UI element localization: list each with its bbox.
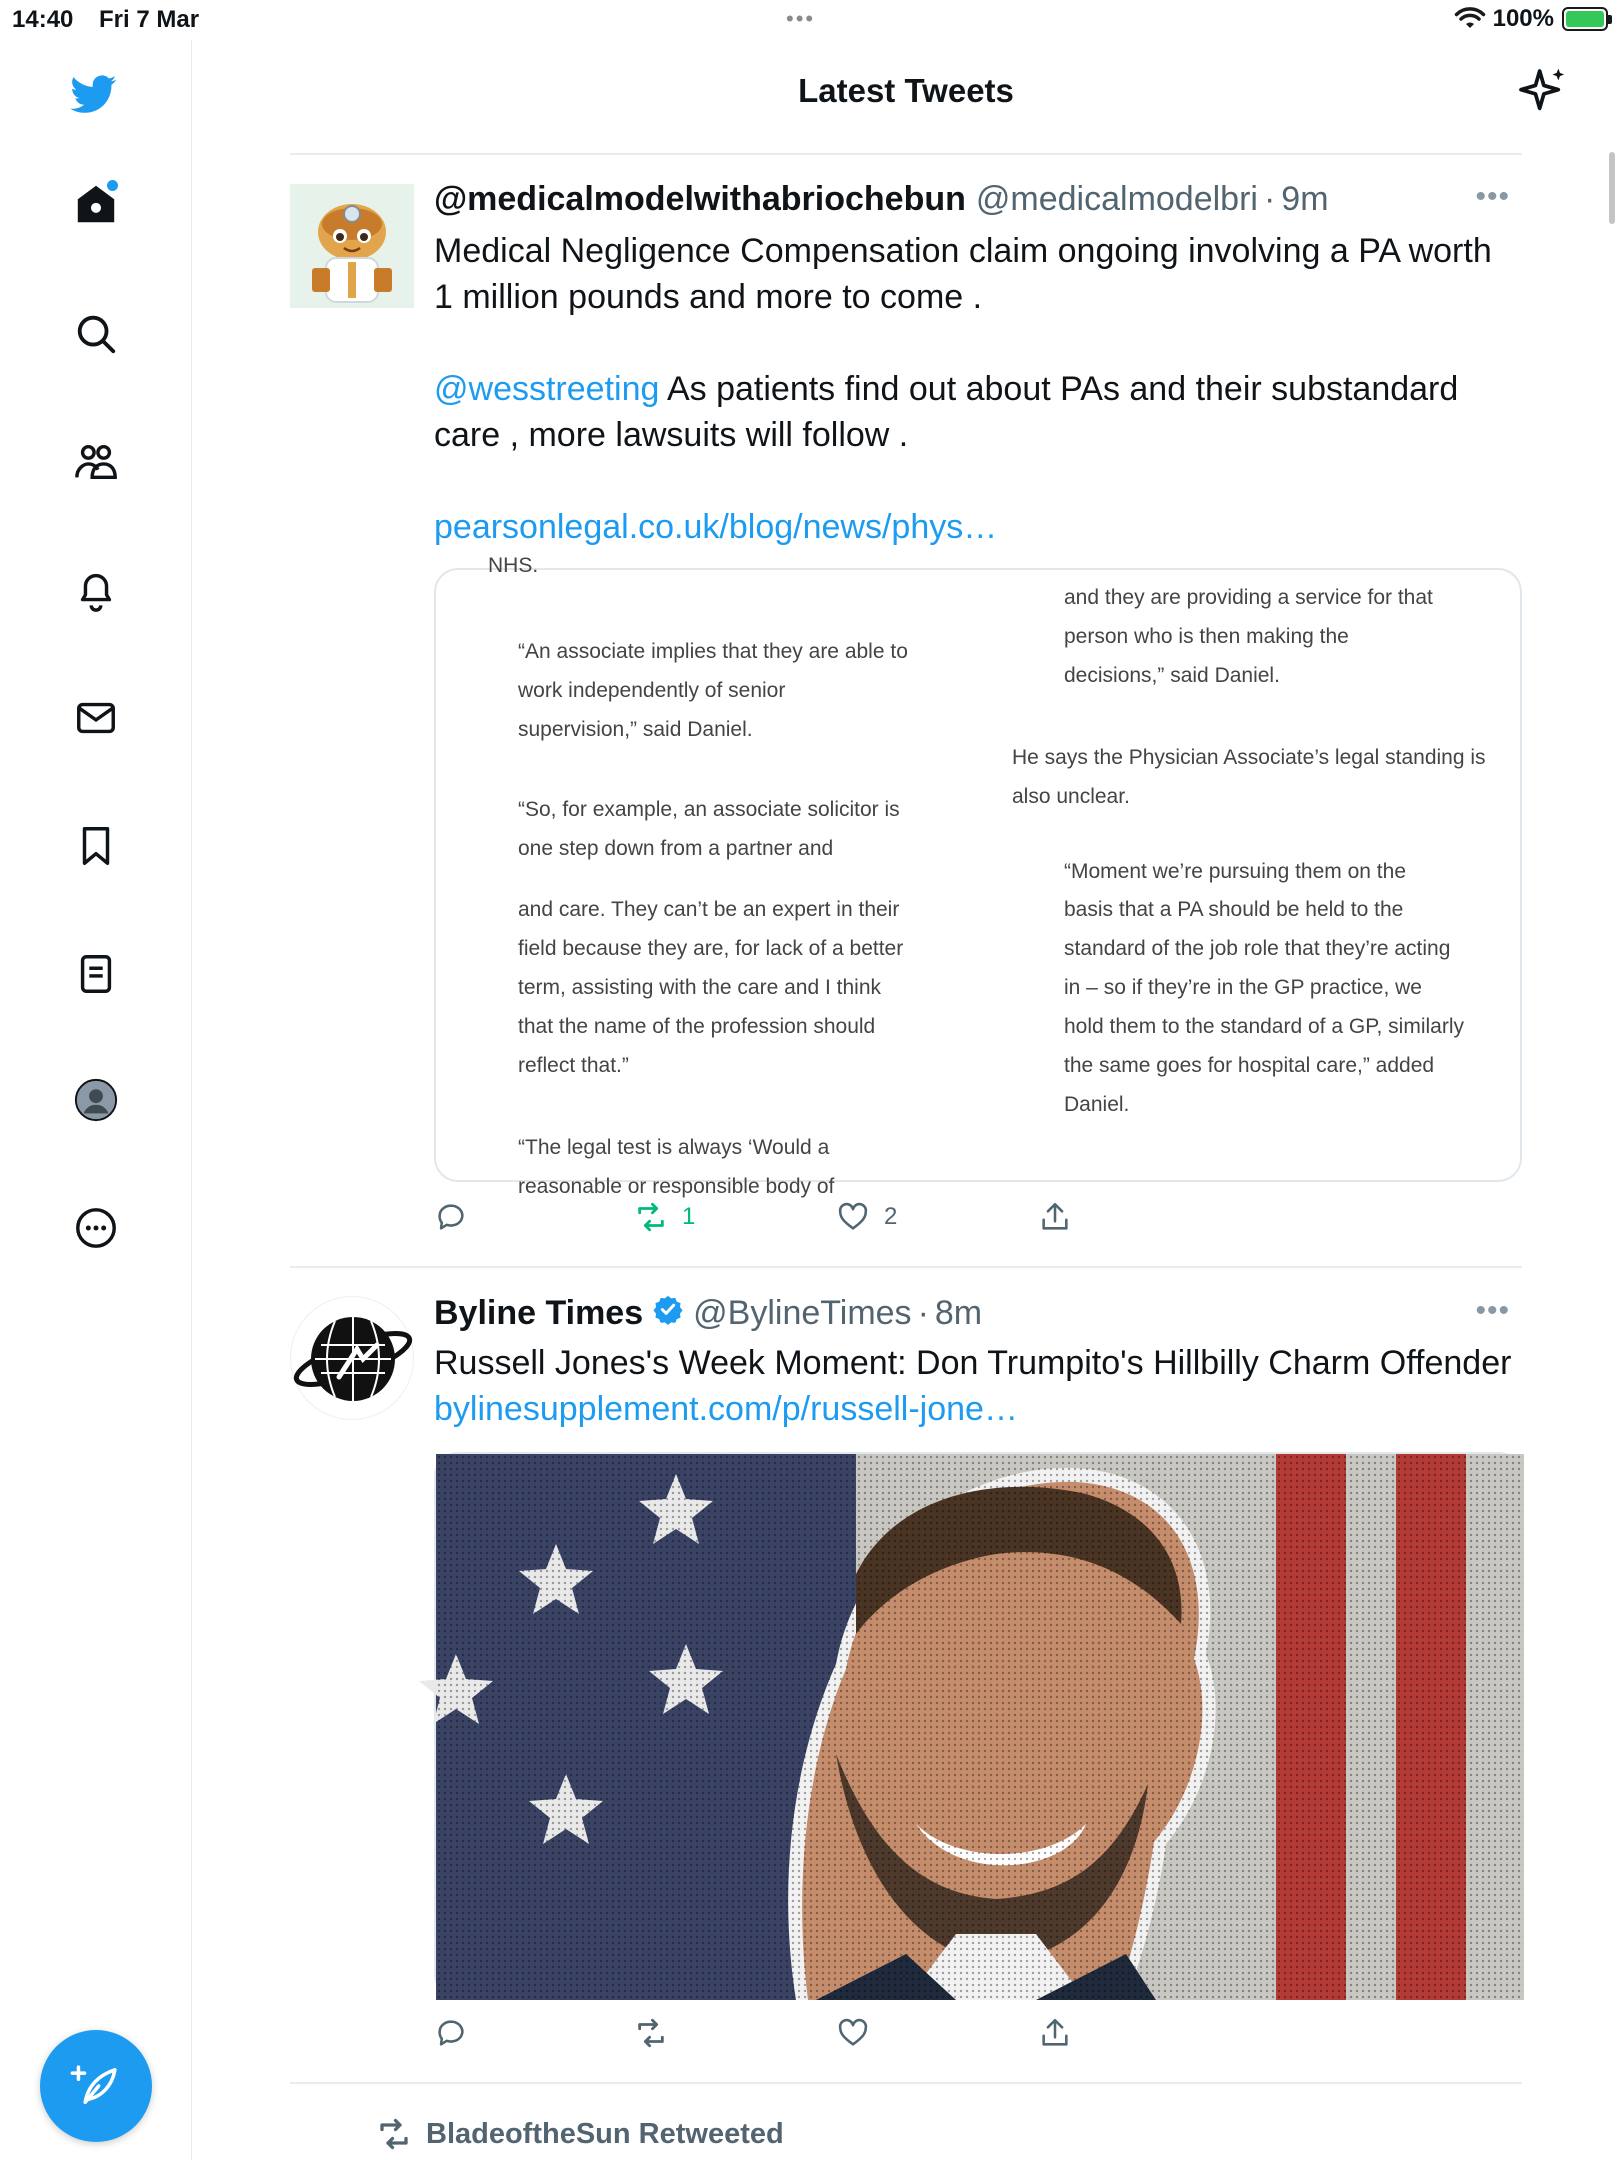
status-time: 14:40: [12, 6, 74, 33]
page-title: Latest Tweets: [798, 72, 1014, 109]
timeline-header: [192, 40, 1620, 154]
nav-messages[interactable]: [70, 692, 122, 744]
tweet-actions: [434, 1200, 1134, 1244]
article-col1-p1: “An associate implies that they are able to work independently of senior supervision,” said Daniel.: [518, 640, 908, 741]
article-col2-p4: basis that a PA should be held to the standard of the job role that they’re acting in – so if they’re in the GP practice, we hold them to the standard of a GP, similarly the same goes for hospital care,” added Daniel.: [1064, 898, 1464, 1116]
tweet-header: [434, 1294, 982, 1338]
tweet-actions: [434, 2016, 1134, 2060]
avatar-icon: [73, 1077, 119, 1123]
tweet-divider: [290, 1266, 1522, 1268]
wifi-icon: [1455, 7, 1485, 31]
tweet-text: [434, 228, 1514, 550]
tweet-image[interactable]: [434, 554, 1522, 1198]
retweet-button[interactable]: [634, 1200, 695, 1234]
retweet-icon: [634, 2016, 668, 2050]
retweet-button[interactable]: [634, 2016, 682, 2050]
nav-home[interactable]: [70, 178, 122, 230]
twitter-logo-icon[interactable]: [68, 68, 120, 120]
separator-dot: ·: [1263, 180, 1276, 218]
battery-percent: 100%: [1492, 5, 1554, 32]
scrollbar[interactable]: [1609, 152, 1615, 224]
header-divider: [290, 153, 1522, 155]
status-date: Fri 7 Mar: [99, 6, 200, 33]
tweet-text-para2-body: As patients find out about PAs and their substandard care , more lawsuits will follow .: [434, 370, 1459, 454]
tweet-link[interactable]: pearsonlegal.co.uk/blog/news/phys…: [434, 508, 998, 546]
tweet[interactable]: [290, 1294, 1522, 2054]
sparkle-icon[interactable]: [1514, 64, 1570, 120]
battery-icon: [1562, 7, 1608, 31]
nav-bookmarks[interactable]: [70, 820, 122, 872]
nav-communities[interactable]: [70, 436, 122, 488]
tweet-time[interactable]: 9m: [1281, 180, 1329, 218]
avatar[interactable]: [290, 184, 414, 308]
tweet-text-body: Russell Jones's Week Moment: Don Trumpito's Hillbilly Charm Offender: [434, 1344, 1512, 1382]
reply-button[interactable]: [434, 2016, 482, 2050]
nav-more[interactable]: [70, 1202, 122, 1254]
nav-lists[interactable]: [70, 948, 122, 1000]
status-bar: [0, 0, 1620, 40]
handle[interactable]: @BylineTimes: [693, 1294, 912, 1332]
list-icon: [73, 951, 119, 997]
retweet-icon: [634, 1200, 668, 1234]
compose-tweet-button[interactable]: [40, 2030, 152, 2142]
article-col2-p1: and they are providing a service for that person who is then making the decisions,” said Daniel.: [1064, 586, 1433, 687]
share-icon: [1038, 1200, 1072, 1234]
share-button[interactable]: [1038, 2016, 1072, 2050]
tweet-text-para1: Medical Negligence Compensation claim ongoing involving a PA worth 1 million pounds and more to come .: [434, 232, 1492, 316]
nav-search[interactable]: [70, 308, 122, 360]
article-col1-p2: “So, for example, an associate solicitor is one step down from a partner and: [518, 798, 900, 860]
envelope-icon: [73, 695, 119, 741]
retweet-icon: [376, 2116, 412, 2152]
tweet-header: [434, 180, 1329, 224]
mention-link[interactable]: @wesstreeting: [434, 370, 660, 408]
tweet-image[interactable]: [434, 1452, 1522, 1998]
article-col2-p2: He says the Physician Associate’s legal standing is also unclear.: [1012, 746, 1486, 808]
tweet-text-para2: [434, 366, 1514, 458]
share-icon: [1038, 2016, 1072, 2050]
more-icon: [73, 1205, 119, 1251]
display-name[interactable]: Byline Times: [434, 1294, 644, 1332]
notification-dot: [107, 180, 118, 191]
heart-icon: [836, 1200, 870, 1234]
reply-icon: [434, 2016, 468, 2050]
article-col2-p3: “Moment we’re pursuing them on the: [1064, 860, 1406, 883]
article-col1-p3: and care. They can’t be an expert in their field because they are, for lack of a better term, assisting with the care and I think that the name of the profession should reflect that.”: [518, 898, 904, 1077]
multitasking-dots-icon[interactable]: •••: [786, 6, 816, 31]
tweet-time[interactable]: 8m: [934, 1294, 983, 1332]
people-icon: [73, 439, 119, 485]
bookmark-icon: [73, 823, 119, 869]
retweet-count: 1: [682, 1203, 696, 1230]
avatar[interactable]: [290, 1296, 414, 1420]
nav-profile[interactable]: [70, 1074, 122, 1126]
heart-icon: [836, 2016, 870, 2050]
share-button[interactable]: [1038, 1200, 1072, 1234]
like-count: 2: [884, 1203, 898, 1230]
tweet-divider: [290, 2082, 1522, 2084]
compose-icon: [69, 2059, 123, 2113]
search-icon: [73, 311, 119, 357]
article-col1-p4: “The legal test is always ‘Would a reasonable or responsible body of: [518, 1136, 835, 1198]
handle[interactable]: @medicalmodelbri: [975, 180, 1258, 218]
sidebar: [0, 40, 192, 2160]
article-col1-top: NHS.: [488, 554, 539, 577]
retweeted-by-label[interactable]: [376, 2116, 784, 2152]
like-button[interactable]: [836, 1200, 897, 1234]
tweet-text: [434, 1340, 1534, 1432]
reply-icon: [434, 1200, 468, 1234]
bell-icon: [73, 567, 119, 613]
retweeted-by-text: BladeoftheSun Retweeted: [426, 2117, 784, 2150]
display-name[interactable]: @medicalmodelwithabriochebun: [434, 180, 966, 218]
nav-notifications[interactable]: [70, 564, 122, 616]
separator-dot: ·: [917, 1294, 929, 1332]
tweet-more-icon[interactable]: •••: [1475, 1294, 1510, 1327]
reply-button[interactable]: [434, 1200, 482, 1234]
tweet-more-icon[interactable]: •••: [1475, 180, 1510, 213]
tweet[interactable]: [290, 180, 1522, 1270]
flag-portrait-image: [436, 1454, 1524, 2000]
status-right: [1455, 5, 1608, 33]
tweet-link[interactable]: bylinesupplement.com/p/russell-jone…: [434, 1390, 1018, 1428]
like-button[interactable]: [836, 2016, 884, 2050]
verified-badge-icon: [653, 1294, 683, 1324]
